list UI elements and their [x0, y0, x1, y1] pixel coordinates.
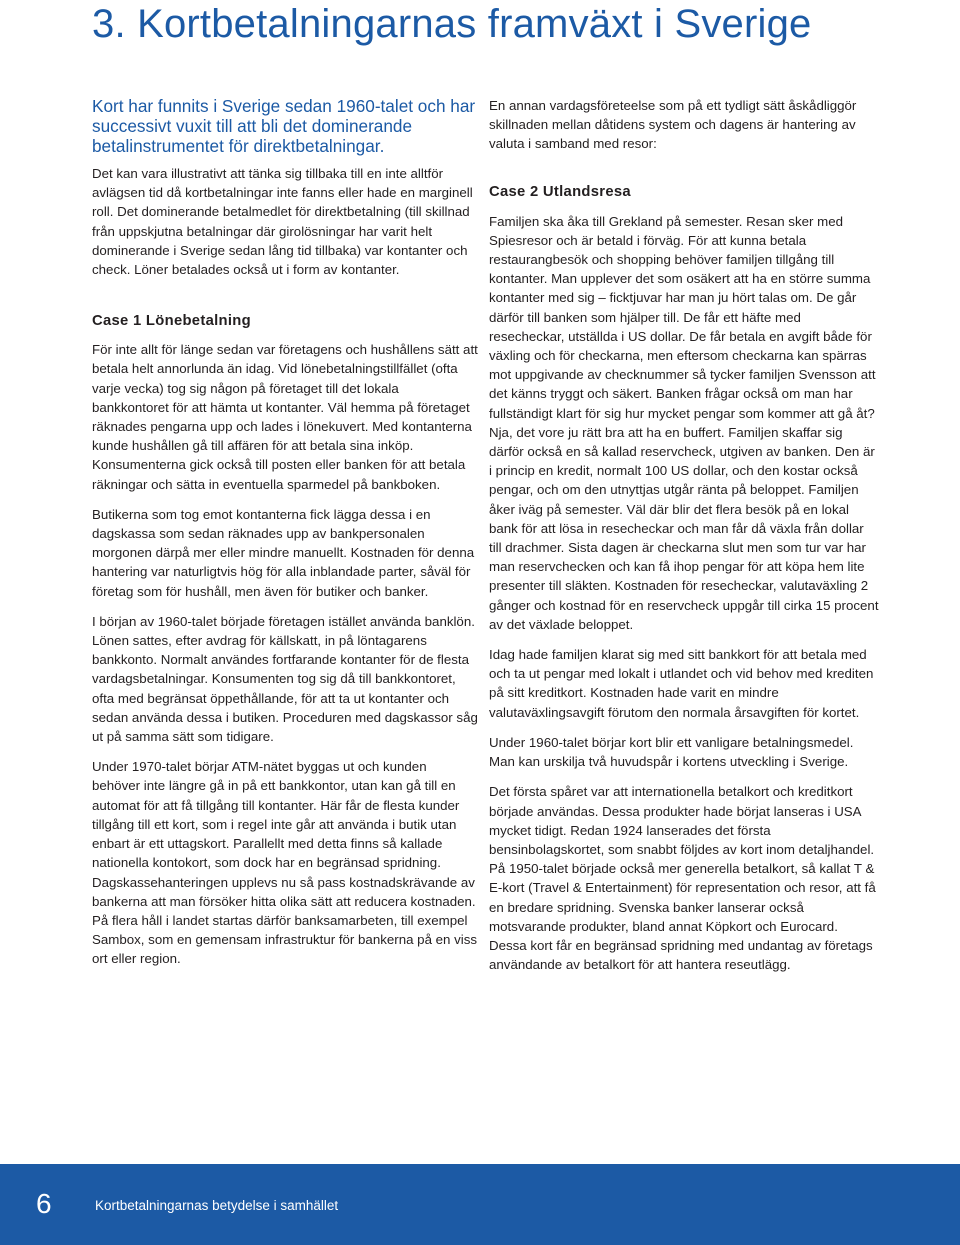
footer-bar — [0, 1164, 960, 1245]
footer-publication-title: Kortbetalningarnas betydelse i samhället — [95, 1198, 339, 1213]
under-1960-paragraph: Under 1960-talet börjar kort blir ett vanligare betalningsmedel. Man kan urskilja två huvudspår i kortens utveckling i Sverige. — [489, 734, 854, 770]
page-title: 3. Kortbetalningarnas framväxt i Sverige — [92, 2, 812, 46]
case2-heading: Case 2 Utlandsresa — [489, 183, 631, 200]
case1-paragraph: För inte allt för länge sedan var företagens och hushållens sätt att betala helt annorlunda än idag. Vid lönebetalningstillfället (ofta varje vecka) tog sig någon på företaget till det lokala bankkontoret för att hämta ut kontanter. Väl hemma på företaget räknades pengarna upp och lades i lönekuvert. Med kontanterna kunde hushållen gå till affären för att betala sina inköp. Konsumenterna gick också till posten eller banken för att betala räkningar och sätta in eventuella sparmedel på bankboken. — [92, 342, 478, 492]
case1-heading: Case 1 Lönebetalning — [92, 313, 251, 330]
lead-paragraph: Kort har funnits i Sverige sedan 1960-talet och har successivt vuxit till att bli det dominerande betalinstrumentet för direktbetalningar. — [92, 96, 476, 156]
currency-intro-paragraph: En annan vardagsföreteelse som på ett tydligt sätt åskådliggör skillnaden mellan dåtidens system och dagens är hantering av valuta i samband med resor: — [489, 98, 857, 152]
idag-paragraph: Idag hade familjen klarat sig med sitt bankkort för att betala med och ta ut pengar med lokalt i utlandet och vid behov med krediten på sitt kreditkort. Kostnaden hade varit en mindre valutaväxlingsavgift förutom den normala årsavgiften för kortet. — [489, 647, 874, 720]
page-number: 6 — [36, 1188, 52, 1219]
forsta-sparet-paragraph: Det första spåret var att internationella betalkort och kreditkort började användas. Dessa produkter hade börjat lanseras i USA mycket tidigt. Redan 1924 lanserades det första bensinbolagskortet, som snabbt följdes av kort inom detaljhandel. På 1950-talet började också mer generella betalkort, så kallat T & E-kort (Travel & Entertainment) för representation och resor, att få en bredare spridning. Svenska banker lanserar också motsvarande produkter, bland annat Köpkort och Eurocard. Dessa kort får en begränsad spridning med undantag av företags användande av betalkort för att hantera reseutlägg. — [489, 784, 876, 973]
banklon-paragraph: I början av 1960-talet började företagen istället använda banklön. Lönen sattes, efter avdrag för källskatt, in på löntagarens bankkonto. Normalt användes fortfarande kontanter för de flesta vardagsbetalningar. Konsumenten tog sig då till bankkontoret, ofta med begränsat öppethållande, för att ta ut kontanter och sedan använda dessa i butiken. Proceduren med dagskassor såg ut på samma sätt som tidigare. — [92, 613, 478, 745]
atm-paragraph: Under 1970-talet börjar ATM-nätet byggas ut och kunden behöver inte längre gå in på ett bankkontor, utan kan gå till en automat för att få tillgång till kontanter. Här får de flesta kunder tillgång till ett kort, som i regel inte går att använda i butik utan enbart är ett uttagskort. Parallellt med detta finns så kallade nationella kontokort, som dock har en begränsad spridning. Dagskassehanteringen upplevs nu så pass kostnadskrävande av bankerna att man försöker hitta olika sätt att reducera kostnaden. På flera håll i landet startas därför banksamarbeten, till exempel Sambox, som en gemensam infrastruktur för bankerna på en viss ort eller region. — [92, 759, 478, 967]
left-column — [92, 96, 478, 969]
butikerna-paragraph: Butikerna som tog emot kontanterna fick lägga dessa i en dagskassa som sedan räknades upp av bankpersonalen morgonen därpå mer eller mindre manuellt. Kostnaden för denna hantering var naturligtvis hög för alla inblandade parter, såväl för företag som för hushåll, men även för butiker och banker. — [92, 506, 475, 599]
right-column — [489, 96, 879, 974]
case2-paragraph: Familjen ska åka till Grekland på semester. Resan sker med Spiesresor och är betald i förväg. För att kunna betala restaurangbesök och shopping behöver familjen tillgång till kontanter. Man upplever det som osäkert att ha en större summa kontanter med sig – ficktjuvar har man ju hört talas om. De går därför till banken som hjälper till. De får ett häfte med resecheckar, utställda i US dollar. De får betala en avgift både för växling och för checkarna, men eftersom checkarna kan spärras mot uppgivande av checknummer så tycker familjen Svensson att det känns tryggt och säkert. Banken frågar också om man har fullständigt klart för sig hur mycket pengar som kommer att gå åt? Nja, det vore ju rätt bra att ha en buffert. Familjen skaffar sig därför också en så kallad reservcheck, utgiven av banken. Den är i princip en kredit, normalt 100 US dollar, och den kostar också pengar, och om den utnyttjas utgår ränta på beloppet. Familjen åker iväg på semester. Väl där blir det flera besök på en lokal bank för att lösa in resecheckar och man får då växla från dollar till drachmer. Sista dagen är checkarna slut men som tur var har man reservchecken och kan få ihop pengar för att köpa hem lite presenter till släkten. Kostnaden för resecheckar, valutaväxling 2 gånger och kostnad för en reservcheck uppgår till cirka 15 procent av det växlade beloppet. — [489, 213, 879, 632]
intro-paragraph: Det kan vara illustrativt att tänka sig tillbaka till en inte alltför avlägsen tid då kortbetalningar inte fanns eller hade en marginell roll. Det dominerande betalmedlet för direktbetalning (till skillnad från uppskjutna betalningar där girolösningar har varit helt dominerande i Sverige sedan lång tid tillbaka) var kontanter och check. Löner betalades också ut i form av kontanter. — [92, 166, 473, 278]
